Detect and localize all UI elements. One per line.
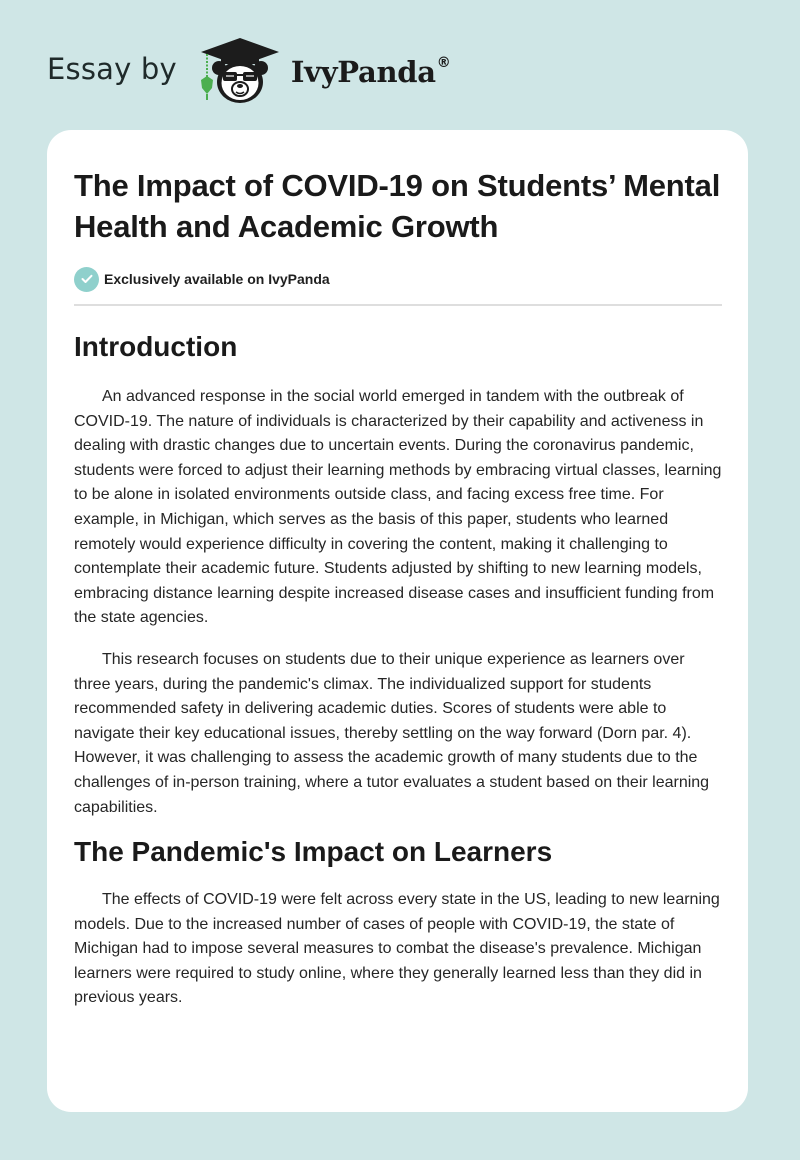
essay-card xyxy=(47,130,748,1112)
registered-mark: ® xyxy=(436,55,451,72)
essay-title: The Impact of COVID-19 on Students’ Mental Health and Academic Growth xyxy=(74,168,721,244)
exclusive-badge-label: Exclusively available on IvyPanda xyxy=(104,271,330,287)
essay-content xyxy=(74,130,722,1011)
section-heading-pandemic-impact: The Pandemic's Impact on Learners xyxy=(74,836,553,868)
paragraph: This research focuses on students due to their unique experience as learners over three years, during the pandemic's climax. The individualized support for students recommended safety in delivering academic duties. Scores of students were able to navigate their key educational issues, thereby settling on the way forward (Dorn par. 4). However, it was challenging to assess the academic growth of many students due to the challenges of in-person training, where a tutor evaluates a student based on their learning capabilities. xyxy=(74,650,710,816)
brand-name-text: IvyPanda xyxy=(290,55,436,89)
exclusive-badge xyxy=(74,265,722,293)
site-header-brand[interactable] xyxy=(47,36,450,106)
brand-name xyxy=(291,55,451,89)
brand-prefix-text: Essay by xyxy=(47,52,177,86)
paragraph: An advanced response in the social world emerged in tandem with the outbreak of COVID-19. The nature of individuals is characterized by their capability and activeness in dealing with drastic changes due to uncertain events. During the coronavirus pandemic, students were forced to adjust their learning methods by embracing virtual classes, learning to be alone in isolated environments outside class, and facing excess free time. For example, in Michigan, which serves as the basis of this paper, students who learned remotely would experience difficulty in covering the content, making it challenging to contemplate their academic future. Students adjusted by shifting to new learning models, embracing distance learning despite increased disease cases and insufficient funding from the state agencies. xyxy=(74,388,722,627)
panda-graduate-logo-icon xyxy=(195,36,285,106)
title-divider xyxy=(74,304,722,306)
check-circle-icon xyxy=(74,267,99,292)
section-heading-introduction: Introduction xyxy=(74,331,238,362)
paragraph: The effects of COVID-19 were felt across every state in the US, leading to new learning models. Due to the increased number of cases of people with COVID-19, the state of Michigan had to impose several measures to combat the disease's prevalence. Michigan learners were required to study online, where they generally learned less than they did in previous years. xyxy=(74,891,720,1007)
